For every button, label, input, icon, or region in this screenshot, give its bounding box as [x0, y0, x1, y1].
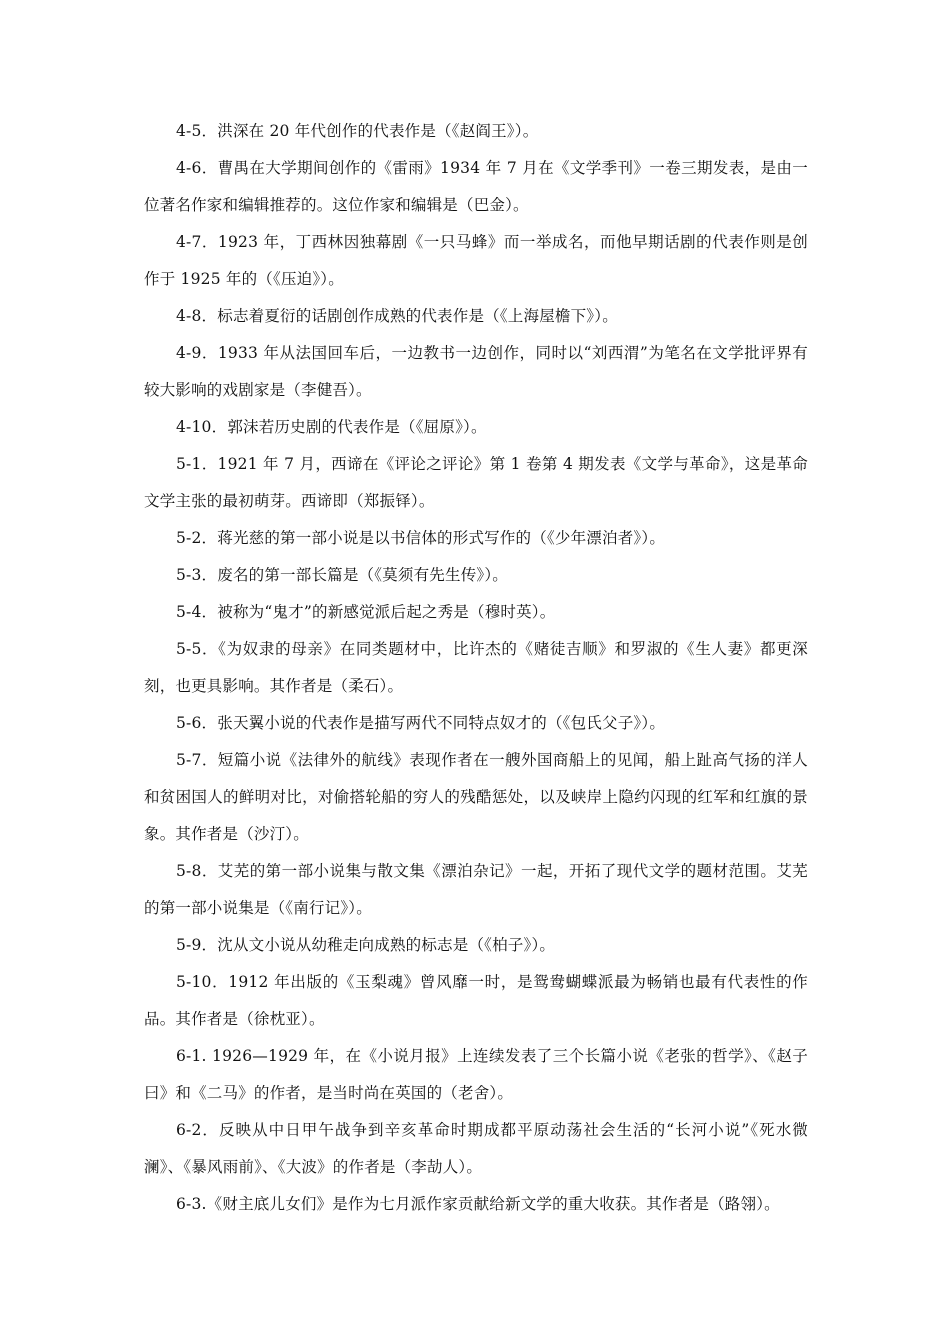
- paragraph-6-1: 6-1. 1926—1929 年，在《小说月报》上连续发表了三个长篇小说《老张的哲学》、《赵子曰》和《二马》的作者，是当时尚在英国的（老舍）。: [144, 1047, 808, 1102]
- paragraph-6-3: 6-3.《财主底儿女们》是作为七月派作家贡献给新文学的重大收获。其作者是（路翎）。: [176, 1195, 780, 1213]
- paragraph-6-2: 6-2．反映从中日甲午战争到辛亥革命时期成都平原动荡社会生活的“长河小说”《死水微澜》、《暴风雨前》、《大波》的作者是（李劼人）。: [144, 1121, 808, 1176]
- paragraph-4-9: 4-9．1933 年从法国回车后，一边教书一边创作，同时以“刘西渭”为笔名在文学批评界有较大影响的戏剧家是（李健吾）。: [144, 344, 808, 399]
- paragraph-5-5: 5-5．《为奴隶的母亲》在同类题材中，比许杰的《赌徒吉顺》和罗淑的《生人妻》都更深刻，也更具影响。其作者是（柔石）。: [144, 640, 808, 695]
- paragraph-4-6: 4-6．曹禺在大学期间创作的《雷雨》1934 年 7 月在《文学季刊》一卷三期发表，是由一位著名作家和编辑推荐的。这位作家和编辑是（巴金）。: [144, 159, 808, 214]
- paragraph-5-6: 5-6．张天翼小说的代表作是描写两代不同特点奴才的（《包氏父子》）。: [176, 714, 666, 732]
- paragraph-5-3: 5-3．废名的第一部长篇是（《莫须有先生传》）。: [176, 566, 509, 584]
- paragraph-5-4: 5-4．被称为“鬼才”的新感觉派后起之秀是（穆时英）。: [176, 603, 556, 621]
- paragraph-4-5: 4-5．洪深在 20 年代创作的代表作是（《赵阎王》）。: [176, 122, 539, 140]
- paragraph-5-1: 5-1．1921 年 7 月，西谛在《评论之评论》第 1 卷第 4 期发表《文学与革命》，这是革命文学主张的最初萌芽。西谛即（郑振铎）。: [144, 455, 808, 510]
- paragraph-5-7: 5-7．短篇小说《法律外的航线》表现作者在一艘外国商船上的见闻，船上趾高气扬的洋人和贫困国人的鲜明对比，对偷搭轮船的穷人的残酷惩处，以及峡岸上隐约闪现的红军和红旗的景象。其作者是（沙汀）。: [144, 751, 808, 843]
- paragraph-4-10: 4-10．郭沫若历史剧的代表作是（《屈原》）。: [176, 418, 487, 436]
- document-body: [144, 113, 808, 1223]
- paragraph-4-7: 4-7．1923 年，丁西林因独幕剧《一只马蜂》而一举成名，而他早期话剧的代表作则是创作于 1925 年的（《压迫》）。: [144, 233, 808, 288]
- paragraph-5-9: 5-9．沈从文小说从幼稚走向成熟的标志是（《柏子》）。: [176, 936, 556, 954]
- paragraph-4-8: 4-8．标志着夏衍的话剧创作成熟的代表作是（《上海屋檐下》）。: [176, 307, 618, 325]
- paragraph-5-8: 5-8．艾芜的第一部小说集与散文集《漂泊杂记》一起，开拓了现代文学的题材范围。艾芜的第一部小说集是（《南行记》）。: [144, 862, 808, 917]
- paragraph-5-2: 5-2．蒋光慈的第一部小说是以书信体的形式写作的（《少年漂泊者》）。: [176, 529, 666, 547]
- paragraph-5-10: 5-10．1912 年出版的《玉梨魂》曾风靡一时，是鸳鸯蝴蝶派最为畅销也最有代表性的作品。其作者是（徐枕亚）。: [144, 973, 808, 1028]
